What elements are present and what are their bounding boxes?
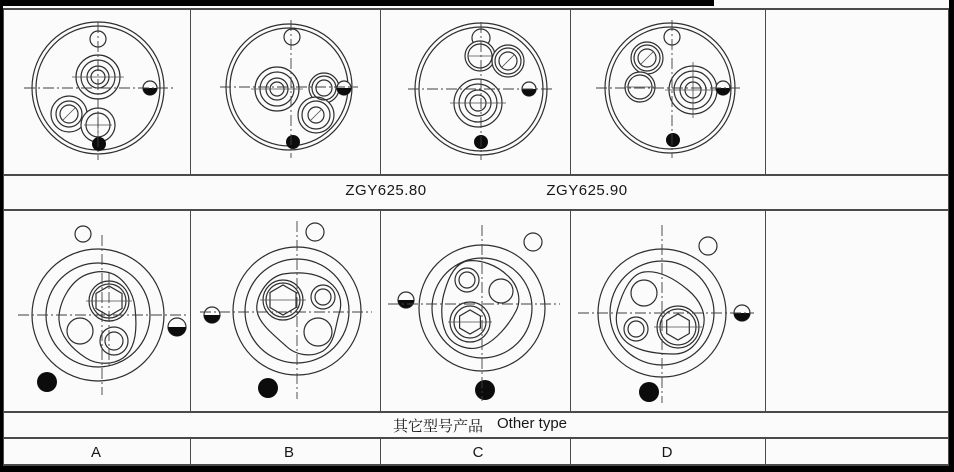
model-label-zgy625-80: ZGY625.80 (345, 182, 427, 199)
technical-drawing-variant-d (570, 209, 760, 411)
half-filled-circle-marker (168, 318, 186, 336)
filled-circle-marker (286, 135, 300, 149)
other-type-caption-zh: 其它型号产品 (392, 418, 483, 435)
half-filled-circle-marker (398, 292, 414, 308)
variant-label-b: B (283, 444, 295, 461)
other-type-caption (393, 415, 567, 436)
variant-label-c: C (472, 444, 484, 461)
grid-line (3, 464, 949, 466)
variant-label-a: A (90, 444, 102, 461)
filled-circle-marker (666, 133, 680, 147)
technical-drawing-row1-4 (570, 8, 760, 175)
technical-drawing-variant-b (190, 209, 380, 411)
variant-label-d: D (661, 444, 673, 461)
half-filled-circle-marker (204, 307, 220, 323)
grid-line (380, 437, 381, 464)
paper-edge (714, 0, 949, 6)
technical-drawing-variant-c (380, 209, 570, 411)
filled-circle-marker (92, 137, 106, 151)
filled-circle-marker (258, 378, 278, 398)
other-type-caption-en: Other type (496, 415, 568, 432)
grid-line (570, 437, 571, 464)
filled-circle-marker (37, 372, 57, 392)
technical-drawing-variant-a (2, 209, 192, 411)
grid-line (765, 209, 766, 411)
grid-line (765, 437, 766, 464)
technical-drawing-row1-2 (190, 8, 380, 175)
technical-drawing-row1-3 (380, 8, 570, 175)
grid-line (3, 437, 949, 439)
technical-drawing-row1-1 (2, 8, 192, 175)
model-label-zgy625-90: ZGY625.90 (546, 182, 628, 199)
filled-circle-marker (475, 380, 495, 400)
half-filled-circle-marker (337, 81, 351, 95)
filled-circle-marker (639, 382, 659, 402)
grid-line (948, 8, 949, 465)
grid-line (190, 437, 191, 464)
grid-line (3, 411, 949, 413)
grid-line (765, 8, 766, 174)
